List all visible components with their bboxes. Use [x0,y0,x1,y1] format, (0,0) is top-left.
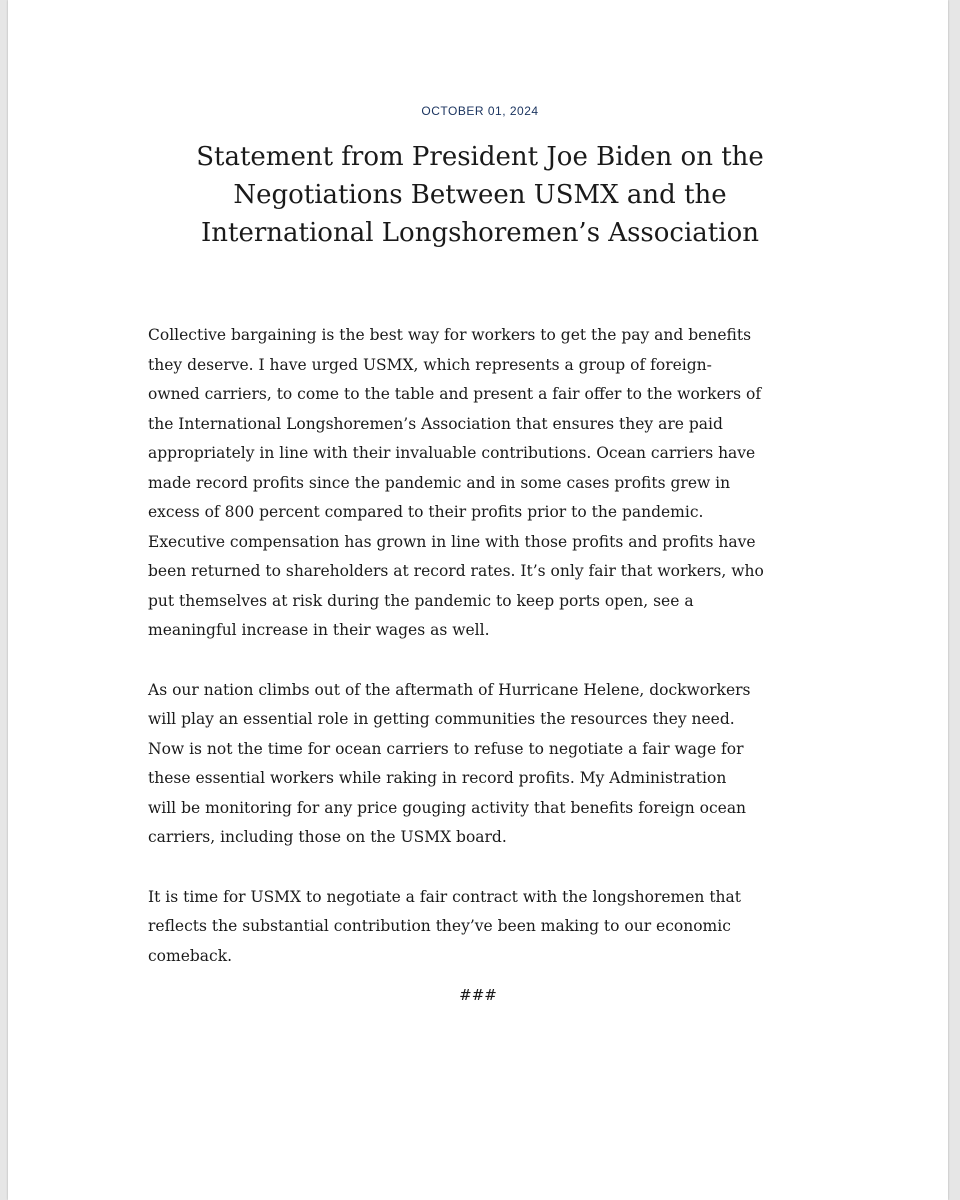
text-line: reflects the substantial contribution they’ve been making to our economic [148,917,731,935]
text-line: put themselves at risk during the pandemic to keep ports open, see a [148,591,694,610]
text-line: will be monitoring for any price gouging activity that benefits foreign ocean [148,798,747,817]
text-line: It is time for USMX to negotiate a fair contract with the longshoremen that [148,887,742,906]
text-line: comeback. [148,946,233,965]
text-line: Collective bargaining is the best way for workers to get the pay and benefits [148,326,752,344]
paragraph-1 [148,321,828,646]
text-line: they deserve. I have urged USMX, which represents a group of foreign- [148,355,712,374]
title-line: Statement from President Joe Biden on the [196,142,764,172]
text-line: these essential workers while raking in record profits. My Administration [148,769,727,787]
publication-date: OCTOBER 01, 2024 [421,104,539,118]
paragraph-2 [148,676,828,853]
text-line: Executive compensation has grown in line with those profits and profits have [148,532,756,551]
page-title [148,138,812,252]
paragraph-3 [148,883,828,972]
text-line: will play an essential role in getting communities the resources they need. [148,710,735,728]
text-line: carriers, including those on the USMX board. [148,828,507,846]
document-page [8,0,948,1200]
text-line: As our nation climbs out of the aftermath of Hurricane Helene, dockworkers [148,680,751,699]
end-marker: ### [459,986,497,1004]
text-line: excess of 800 percent compared to their profits prior to the pandemic. [148,503,704,521]
title-line: Negotiations Between USMX and the [233,180,727,210]
text-line: appropriately in line with their invaluable contributions. Ocean carriers have [148,444,756,462]
text-line: owned carriers, to come to the table and present a fair offer to the workers of [148,385,762,403]
text-line: the International Longshoremen’s Association that ensures they are paid [148,414,723,433]
text-line: Now is not the time for ocean carriers to refuse to negotiate a fair wage for [148,739,744,758]
text-line: meaningful increase in their wages as well. [148,621,490,639]
statement-body [148,321,828,1001]
text-line: been returned to shareholders at record rates. It’s only fair that workers, who [148,562,764,580]
title-line: International Longshoremen’s Association [201,218,759,248]
text-line: made record profits since the pandemic and in some cases profits grew in [148,473,731,492]
